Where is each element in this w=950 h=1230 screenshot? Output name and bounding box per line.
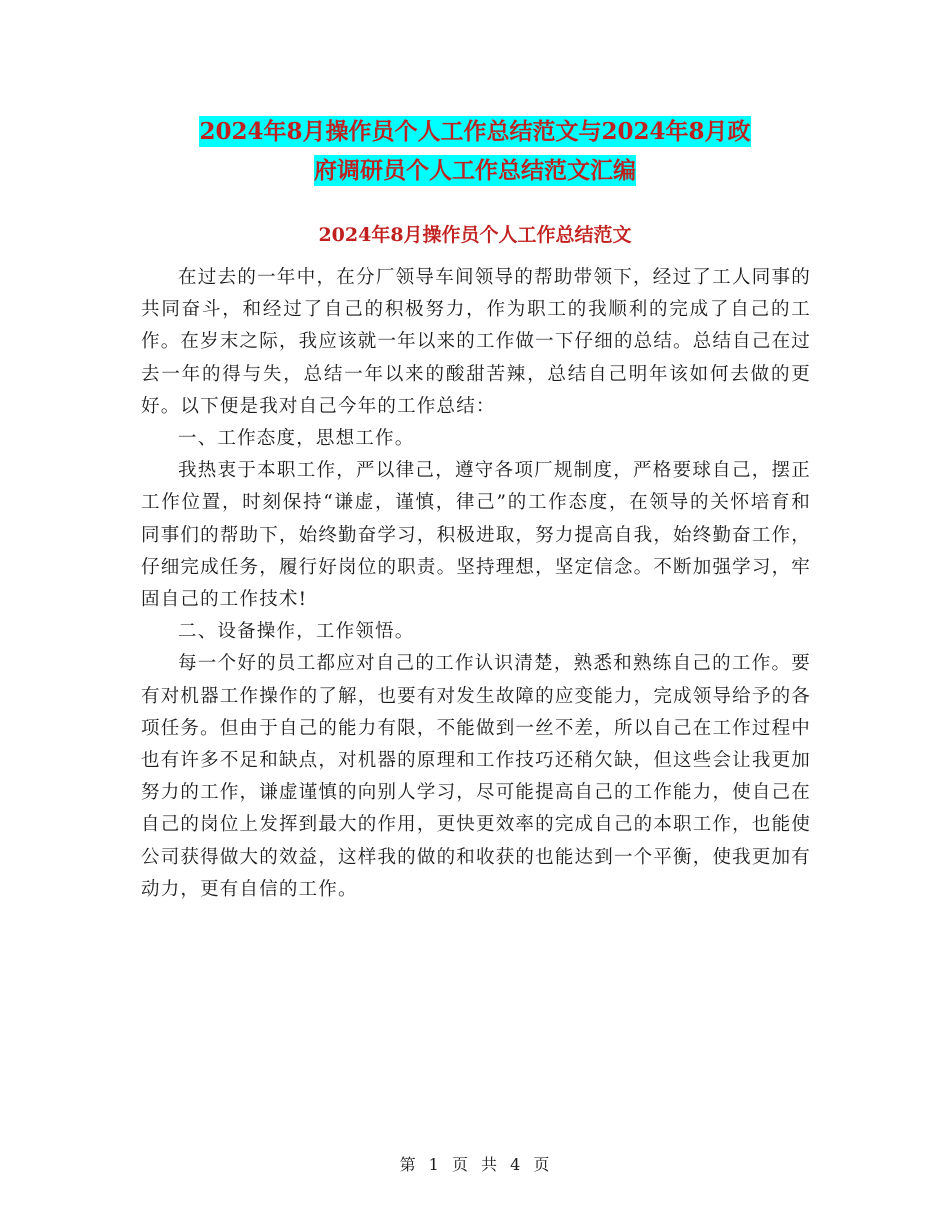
paragraph-intro: 在过去的一年中，在分厂领导车间领导的帮助带领下，经过了工人同事的共同奋斗，和经过了自己的积极努力，作为职工的我顺利的完成了自己的工作。在岁末之际，我应该就一年以来的工作做一下仔细的总结。总结自己在过去一年的得与失，总结一年以来的酸甜苦辣，总结自己明年该如何去做的更好。以下便是我对自己今年的工作总结： <box>141 267 811 417</box>
title-line-2: 府调研员个人工作总结范文汇编 <box>314 157 636 184</box>
heading-equipment-operation: 二、设备操作，工作领悟。 <box>178 621 415 643</box>
paragraph-work-attitude: 我热衷于本职工作，严以律己，遵守各项厂规制度，严格要球自己，摆正工作位置，时刻保持“谦虚，谨慎，律己”的工作态度，在领导的关怀培育和同事们的帮助下，始终勤奋学习，积极进取，努力提高自我，始终勤奋工作，仔细完成任务，履行好岗位的职责。坚持理想，坚定信念。不断加强学习，牢固自己的工作技术! <box>141 460 811 611</box>
page-footer: 第 1 页 共 4 页 <box>399 1155 551 1174</box>
title-line-1: 2024年8月操作员个人工作总结范文与2024年8月政 <box>199 118 751 145</box>
document-body <box>141 262 811 906</box>
document-title <box>140 112 810 190</box>
paragraph-equipment-operation: 每一个好的员工都应对自己的工作认识清楚，熟悉和熟练自己的工作。要有对机器工作操作的了解，也要有对发生故障的应变能力，完成领导给予的各项任务。但由于自己的能力有限，不能做到一丝不差，所以自己在工作过程中也有许多不足和缺点，对机器的原理和工作技巧还稍欠缺，但这些会让我更加努力的工作，谦虚谨慎的向别人学习，尽可能提高自己的工作能力，使自己在自己的岗位上发挥到最大的作用，更快更效率的完成自己的本职工作，也能使公司获得做大的效益，这样我的做的和收获的也能达到一个平衡，使我更加有动力，更有自信的工作。 <box>141 653 811 900</box>
section-title: 2024年8月操作员个人工作总结范文 <box>318 224 632 246</box>
heading-work-attitude: 一、工作态度，思想工作。 <box>178 428 415 450</box>
